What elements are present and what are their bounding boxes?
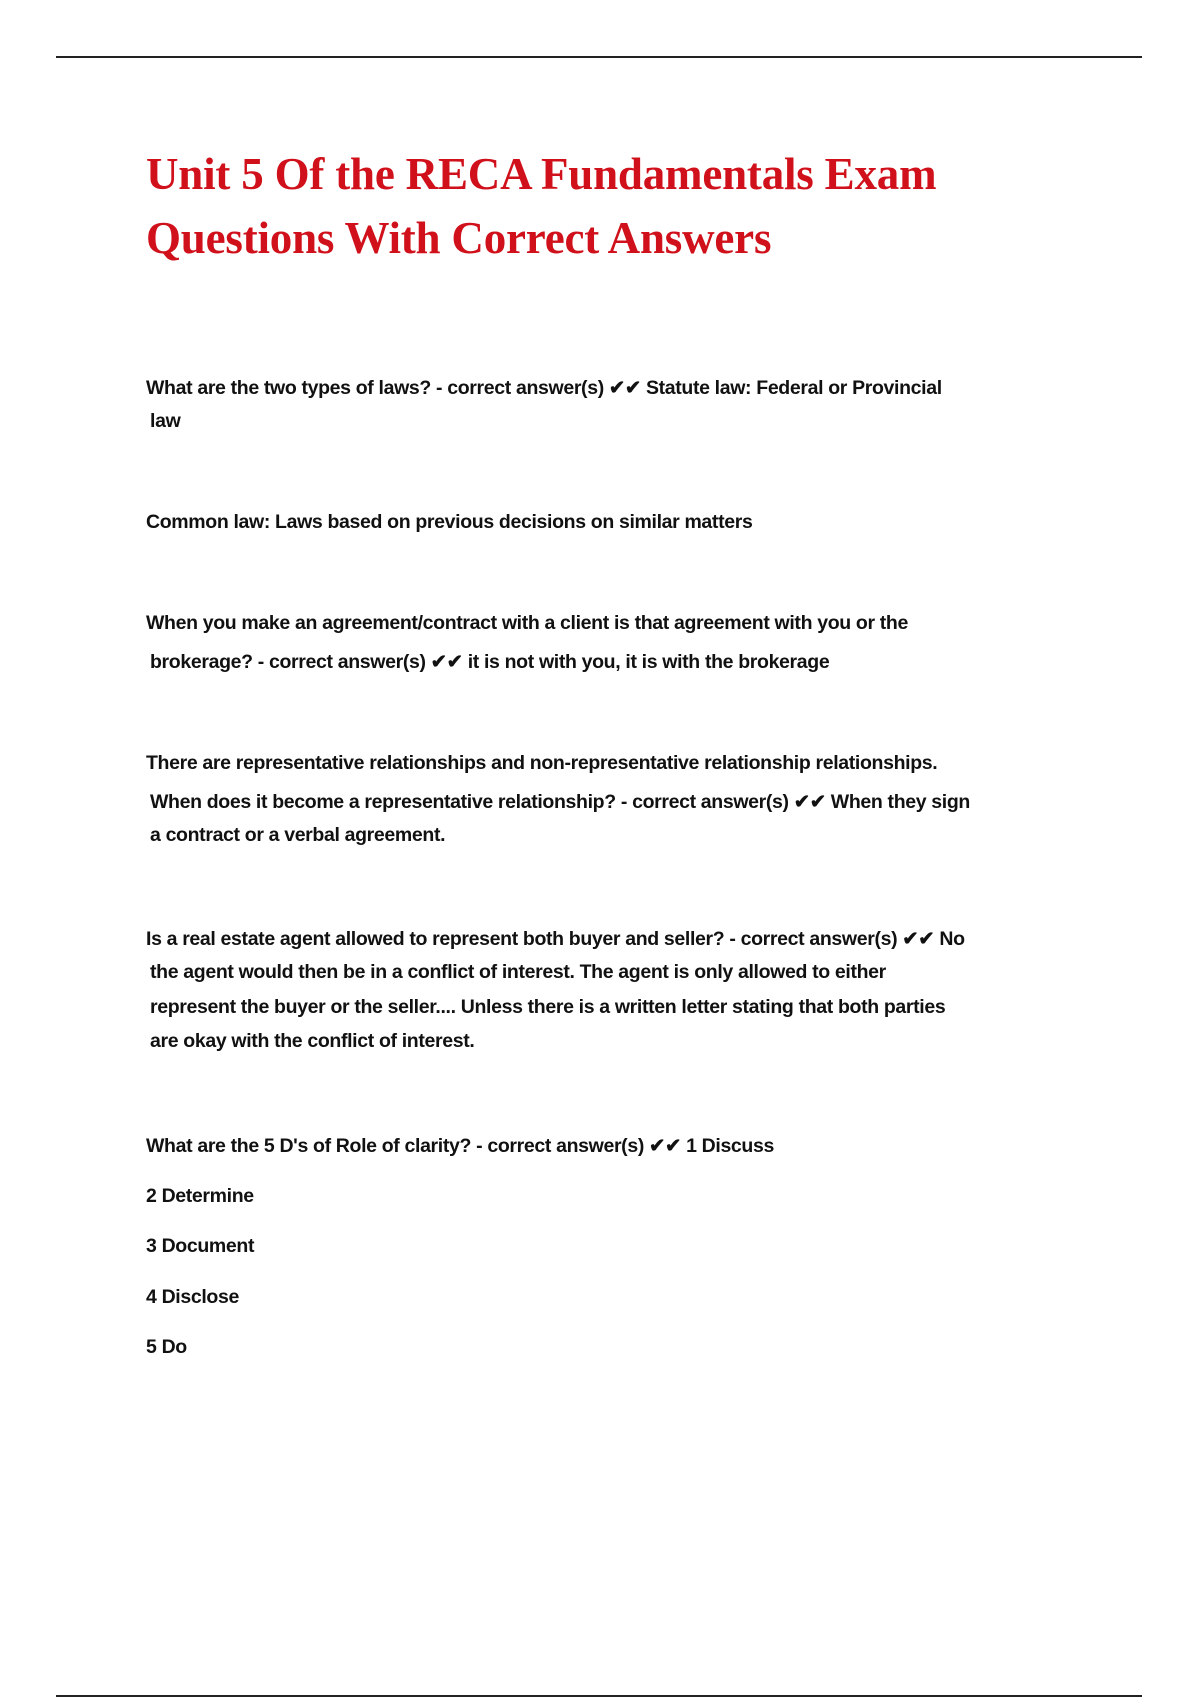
answer-line: 3 Document (146, 1235, 255, 1257)
question-line: Is a real estate agent allowed to represent both buyer and seller? - correct answer(s) ✔✔ No (146, 928, 965, 950)
answer-line: 5 Do (146, 1336, 187, 1358)
question-line: When does it become a representative relationship? - correct answer(s) ✔✔ When they sign (150, 791, 970, 813)
question-line: There are representative relationships and non-representative relationship relationships. (146, 752, 938, 774)
top-rule (56, 56, 1142, 58)
answer-line: law (150, 410, 181, 432)
question-line: What are the 5 D's of Role of clarity? - correct answer(s) ✔✔ 1 Discuss (146, 1135, 774, 1157)
bottom-rule (56, 1695, 1142, 1697)
answer-line: the agent would then be in a conflict of interest. The agent is only allowed to either (150, 961, 886, 983)
question-line: When you make an agreement/contract with a client is that agreement with you or the (146, 612, 908, 634)
answer-line: a contract or a verbal agreement. (150, 824, 446, 846)
answer-line: are okay with the conflict of interest. (150, 1030, 475, 1052)
answer-line: 4 Disclose (146, 1286, 239, 1308)
answer-line: represent the buyer or the seller.... Unless there is a written letter stating that both parties (150, 996, 946, 1018)
answer-line: Common law: Laws based on previous decisions on similar matters (146, 511, 753, 533)
document-title-line-2: Questions With Correct Answers (146, 213, 772, 263)
answer-line: brokerage? - correct answer(s) ✔✔ it is not with you, it is with the brokerage (150, 651, 830, 673)
document-title-line-1: Unit 5 Of the RECA Fundamentals Exam (146, 149, 937, 199)
question-line: What are the two types of laws? - correct answer(s) ✔✔ Statute law: Federal or Provincial (146, 377, 942, 399)
answer-line: 2 Determine (146, 1185, 254, 1207)
